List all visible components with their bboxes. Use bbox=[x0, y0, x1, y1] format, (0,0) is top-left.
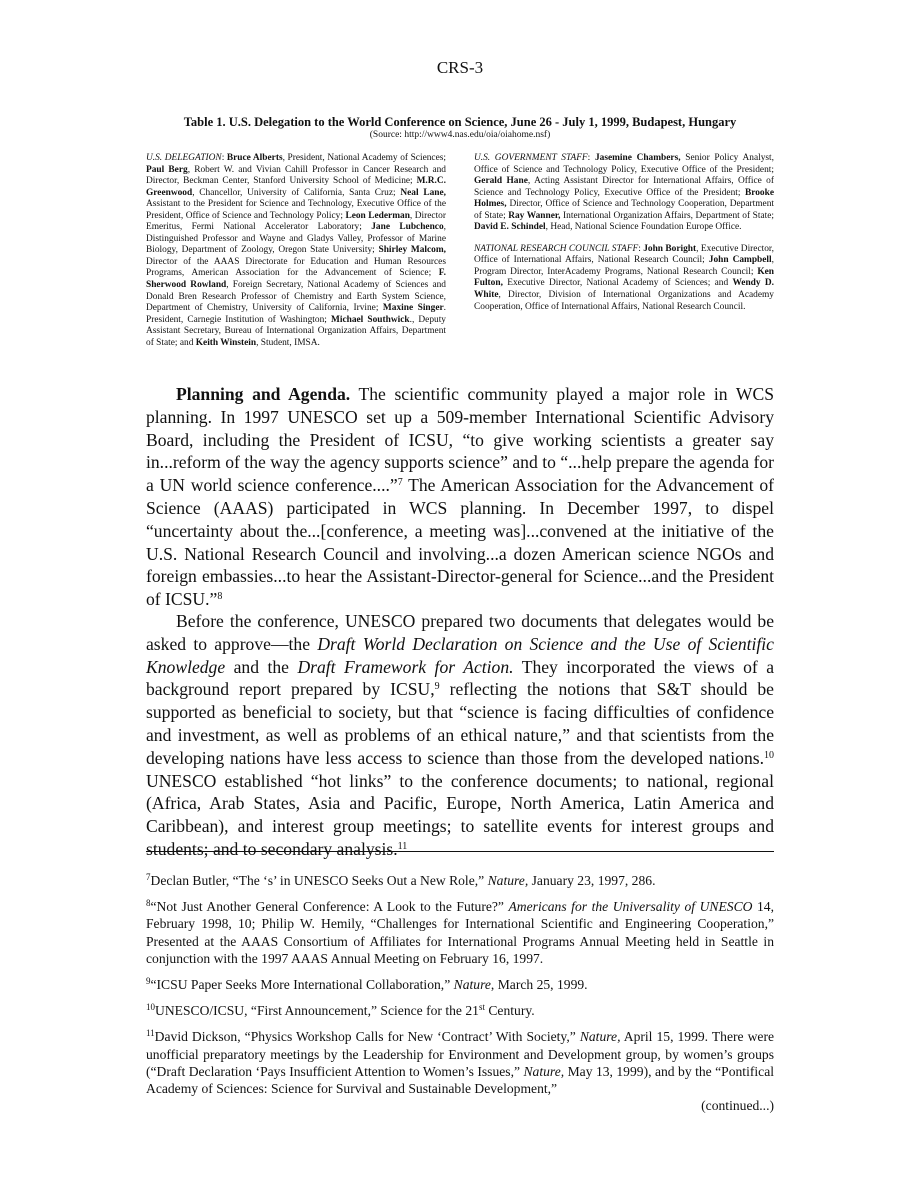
staff-name: Wendy D. White bbox=[474, 278, 775, 301]
footnote-number: 11 bbox=[146, 1028, 155, 1039]
footnote-text: UNESCO/ICSU, “First Announcement,” Science for the 21 bbox=[155, 1003, 479, 1019]
paragraph-text: reflecting the notions that S&T should be supported as beneficial to society, but that “science is facing difficulties of confidence and investment, as well as problems of an ethical nature,” and that scientists from the developing nations have less access to science than those from the developed nations. bbox=[146, 679, 774, 768]
footnote-text: April 15, 1999. There were unofficial preparatory meetings by the Leadership for Environment and Development group, by women’s groups (“Draft Declaration ‘Pays Insufficient Attention to Women’s Issues,” bbox=[146, 1029, 774, 1079]
delegate-role: Director of the AAAS Directorate for Education and Human Resources Programs, American Association for the Advancement of Science; bbox=[146, 256, 446, 279]
staff-name: John Campbell bbox=[708, 255, 772, 266]
paragraph-text: The American Association for the Advancement of Science (AAAS) participated in WCS planning. In December 1997, to dispel “uncertainty about the...[conference, a meeting was]...convened at the initiative of the U.S. National Research Council and involving...a dozen American science NGOs and foreign embassies...to hear the Assistant-Director-general for Science...and the President of ICSU.” bbox=[146, 475, 775, 610]
staff-role: Director, Office of Science and Technology Cooperation, Department of State; bbox=[474, 199, 774, 221]
staff-name: Brooke Holmes, bbox=[474, 187, 774, 210]
section-heading: Planning and Agenda. bbox=[176, 384, 351, 404]
staff-role: International Organization Affairs, Department of State; bbox=[560, 210, 774, 221]
delegate-name: Jane Lubchenco bbox=[371, 222, 444, 233]
footnote-text: May 13, 1999), and by the “Pontifical Academy of Sciences: Science for Survival and Sustainable Development,” bbox=[146, 1063, 775, 1097]
delegation-label: U.S. DELEGATION bbox=[146, 153, 222, 163]
delegate-name: Shirley Malcom, bbox=[378, 245, 446, 256]
delegate-name: Keith Winstein bbox=[195, 337, 257, 348]
staff-role: , Director, Division of International Organizations and Academy Cooperation, Office of International Affairs, National Research Council. bbox=[474, 290, 774, 312]
paragraph-text: They incorporated the views of a background report prepared by ICSU, bbox=[146, 656, 775, 700]
delegate-role: , Chancellor, University of California, Santa Cruz; bbox=[192, 187, 401, 198]
page-number: CRS-3 bbox=[436, 58, 484, 77]
footnote-10 bbox=[146, 1002, 774, 1019]
journal-title: Americans for the Universality of UNESCO bbox=[508, 899, 753, 915]
delegate-name: Maxine Singer bbox=[382, 303, 444, 314]
journal-title: Nature, bbox=[579, 1029, 621, 1045]
delegation-column bbox=[146, 153, 446, 359]
government-staff-label: U.S. GOVERNMENT STAFF bbox=[474, 153, 588, 163]
document-title: Draft Framework for Action. bbox=[297, 656, 514, 677]
footnote-9 bbox=[146, 976, 774, 993]
staff-name: Gerald Hane bbox=[474, 176, 528, 187]
delegate-name: Neal Lane, bbox=[400, 187, 446, 198]
staff-name: Jasemine Chambers, bbox=[594, 153, 681, 163]
paragraph-text: Before the conference, UNESCO prepared two documents that delegates would be asked to approve—the bbox=[146, 611, 774, 654]
footnote-8 bbox=[146, 898, 774, 967]
footnote-text: “ICSU Paper Seeks More International Collaboration,” bbox=[150, 977, 454, 993]
table-source: (Source: http://www4.nas.edu/oia/oiahome.nsf) bbox=[369, 130, 551, 140]
journal-title: Nature, bbox=[487, 873, 529, 888]
delegation-list: U.S. DELEGATION: Bruce Alberts, President, National Academy of Sciences; Paul Berg, Robert W. and Vivian Cahill Professor in Cancer Research and Director, Beckman Center, Stanford University School of Medicine; M.R.C. Greenwood, Chancellor, University of California, Santa Cruz; Neal Lane, Assistant to the President for Science and Technology, Executive Office of the President, Office of Science and Technology Policy; Leon Lederman, Director Emeritus, Fermi National Accelerator Laboratory; Jane Lubchenco, Distinguished Professor and Wayne and Gladys Valley, Professor of Marine Biology, Department of Zoology, Oregon State University; Shirley Malcom, Director of the AAAS Directorate for Education and Human Resources Programs, American Association for the Advancement of Science; F. Sherwood Rowland, Foreign Secretary, National Academy of Sciences and Donald Bren Research Professor of Chemistry and Earth System Science, Department of Chemistry, University of California, Irvine; Maxine Singer. President, Carnegie Institution of Washington; Michael Southwick., Deputy Assistant Secretary, Bureau of International Organization Affairs, Department of State; and Keith Winstein, Student, IMSA. bbox=[146, 153, 446, 348]
footnote-ref: 7 bbox=[397, 477, 403, 489]
government-staff-list: U.S. GOVERNMENT STAFF: Jasemine Chambers, Senior Policy Analyst, Office of Science and Technology Policy, Executive Office of the President; Gerald Hane, Acting Assistant Director for International Affairs, Office of Science and Technology Policy, Executive Office of the President; Brooke Holmes, Director, Office of Science and Technology Cooperation, Department of State; Ray Wanner, International Organization Affairs, Department of State; David E. Schindel, Head, National Science Foundation Europe Office. bbox=[474, 153, 775, 233]
conference-documents-paragraph bbox=[146, 610, 774, 861]
delegate-role: , Robert W. and Vivian Cahill Professor in Cancer Research and Director, Beckman Center, Stanford University School of Medicine; bbox=[146, 164, 446, 187]
delegate-name: Leon Lederman bbox=[345, 210, 410, 221]
document-title: Draft World Declaration on Science and the Use of Scientific Knowledge bbox=[146, 633, 774, 677]
footnote-ref: 9 bbox=[434, 681, 440, 693]
footnote-text: “Not Just Another General Conference: A Look to the Future?” bbox=[150, 899, 509, 915]
delegate-name: Bruce Alberts bbox=[226, 153, 283, 163]
paragraph-text: UNESCO established “hot links” to the conference documents; to national, regional (Africa, Arab States, Asia and Pacific, Europe, North America, Latin America and Caribbean), and interest group meetings; to satellite events for interest groups and students; and to secondary analysis. bbox=[146, 770, 774, 859]
footnote-divider bbox=[146, 851, 774, 852]
staff-role: , Executive Director, Office of International Affairs, National Research Council; bbox=[474, 243, 774, 266]
paragraph-text: The scientific community played a major role in WCS planning. In 1997 UNESCO set up a 509-member International Scientific Advisory Board, including the President of ICSU, “to give working scientists a greater say in...reform of the way the agency supports science” and to “...help prepare the agenda for a UN world science conference....” bbox=[146, 384, 774, 496]
delegate-role: , Foreign Secretary, National Academy of Sciences and Donald Bren Research Professor of Chemistry and Earth System Science, Department of Chemistry, University of California, Irvine; bbox=[146, 280, 446, 314]
delegate-name: Michael Southwick bbox=[330, 314, 410, 325]
footnote-number: 10 bbox=[146, 1002, 155, 1013]
delegate-role: . President, Carnegie Institution of Washington; bbox=[146, 303, 446, 325]
continued-marker: (continued...) bbox=[701, 1098, 774, 1113]
footnote-text: David Dickson, “Physics Workshop Calls for New ‘Contract’ With Society,” bbox=[154, 1029, 580, 1045]
staff-role: Senior Policy Analyst, Office of Science and Technology Policy, Executive Office of the President; bbox=[474, 153, 775, 175]
footnote-number: 7 bbox=[146, 872, 151, 882]
delegate-role: ., Deputy Assistant Secretary, Bureau of International Organization Affairs, Department of State; and bbox=[146, 314, 446, 348]
footnote-ref: 10 bbox=[764, 749, 774, 761]
ordinal-suffix: st bbox=[478, 1002, 485, 1013]
footnote-text: Century. bbox=[484, 1003, 535, 1019]
paragraph-text: and the bbox=[225, 656, 298, 677]
planning-paragraph bbox=[146, 383, 774, 611]
footnote-ref: 8 bbox=[217, 591, 223, 603]
staff-role: , Acting Assistant Director for International Affairs, Office of Science and Technology Policy, Executive Office of the President; bbox=[474, 176, 774, 198]
delegate-name: Paul Berg bbox=[146, 164, 188, 175]
journal-title: Nature, bbox=[523, 1063, 565, 1079]
footnote-7 bbox=[146, 872, 774, 889]
staff-role: , Head, National Science Foundation Europe Office. bbox=[545, 222, 742, 233]
delegate-role: , Distinguished Professor and Wayne and Gladys Valley, Professor of Marine Biology, Department of Zoology, Oregon State University; bbox=[146, 222, 446, 256]
footnote-text: , March 25, 1999. bbox=[490, 977, 588, 993]
footnote-11 bbox=[146, 1028, 774, 1097]
footnote-text: January 23, 1997, 286. bbox=[528, 873, 656, 888]
staff-name: Ray Wanner, bbox=[508, 210, 561, 221]
footnote-number: 8 bbox=[146, 898, 151, 909]
delegate-role: Assistant to the President for Science and Technology, Executive Office of the President, Office of Science and Technology Policy; bbox=[146, 199, 446, 221]
footnote-number: 9 bbox=[146, 976, 151, 987]
footnote-text: Declan Butler, “The ‘s’ in UNESCO Seeks Out a New Role,” bbox=[150, 873, 488, 888]
footnote-text: 14, February 1998, 10; Philip W. Hemily, “Challenges for International Scientific and Engineering Cooperation,” Presented at the AAAS Consortium of Affiliates for International Programs Annual Meeting held in Seattle in conjunction with the 1997 AAAS Annual Meeting on February 16, 1997. bbox=[146, 899, 775, 966]
staff-name: John Boright bbox=[643, 243, 697, 254]
delegate-name: M.R.C. Greenwood bbox=[146, 176, 446, 198]
footnotes bbox=[146, 872, 774, 1106]
table-title: Table 1. U.S. Delegation to the World Conference on Science, June 26 - July 1, 1999, Budapest, Hungary bbox=[183, 115, 737, 129]
delegate-name: F. Sherwood Rowland bbox=[146, 268, 446, 291]
footnote-ref: 11 bbox=[397, 840, 408, 852]
delegate-role: , Director Emeritus, Fermi National Accelerator Laboratory; bbox=[146, 210, 446, 233]
delegate-role: , President, National Academy of Sciences; bbox=[282, 153, 446, 163]
staff-name: Ken Fulton, bbox=[474, 266, 774, 289]
journal-title: Nature bbox=[453, 977, 491, 993]
delegate-role: , Student, IMSA. bbox=[256, 337, 320, 348]
nrc-staff-list: NATIONAL RESEARCH COUNCIL STAFF: John Boright, Executive Director, Office of International Affairs, National Research Council; John Campbell, Program Director, InterAcademy Programs, National Research Council; Ken Fulton, Executive Director, National Academy of Sciences; and Wendy D. White, Director, Division of International Organizations and Academy Cooperation, Office of International Affairs, National Research Council. bbox=[474, 243, 775, 312]
staff-column bbox=[474, 153, 774, 323]
staff-name: David E. Schindel bbox=[474, 222, 546, 233]
staff-role: Executive Director, National Academy of Sciences; and bbox=[502, 278, 733, 289]
nrc-staff-label: NATIONAL RESEARCH COUNCIL STAFF bbox=[474, 243, 639, 254]
staff-role: , Program Director, InterAcademy Programs, National Research Council; bbox=[474, 255, 774, 277]
